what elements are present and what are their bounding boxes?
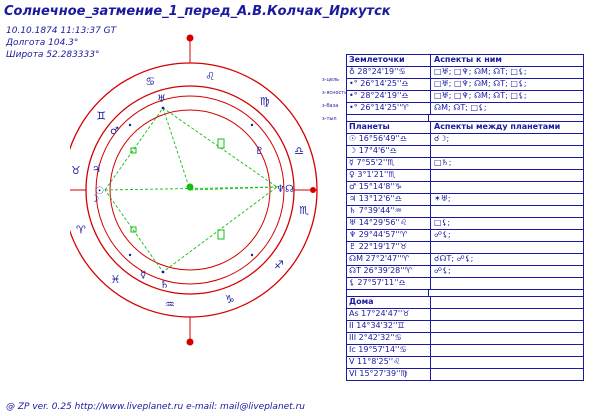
astro-wheel xyxy=(70,30,320,360)
planet-aspects: □♄; xyxy=(434,158,452,167)
planet-position: ♇ 22°19'17''♉ xyxy=(347,242,431,253)
house-row xyxy=(347,321,583,333)
point-aspects: □♅; □♆; ☊M; ☊T; □⚸; xyxy=(434,79,527,88)
planet-row xyxy=(347,194,583,206)
point-aspects: □♅; □♆; ☊M; ☊T; □⚸; xyxy=(434,91,527,100)
planet-position: ♄ 7°39'44''♒ xyxy=(347,206,431,217)
house-row xyxy=(347,333,583,345)
planet-position: ♅ 14°29'56''♌ xyxy=(347,218,431,229)
point-labels xyxy=(322,74,347,126)
planet-position: ♆ 29°44'57''♈ xyxy=(347,230,431,241)
planet-row xyxy=(347,182,583,194)
neptune-glyph: ♆ xyxy=(276,184,285,195)
planet-row xyxy=(347,158,583,170)
planet-position: ♂ 15°14'8''♑ xyxy=(347,182,431,193)
zodiac-sign-2: ♊ xyxy=(96,109,107,123)
sun-glyph: ☉ xyxy=(95,186,104,197)
planet-aspects: ☌☊T; ☍⚸; xyxy=(434,254,474,263)
mars-glyph: ♂ xyxy=(110,126,119,137)
table-header-houses xyxy=(347,297,583,309)
house-aspects xyxy=(431,357,583,368)
point-row xyxy=(347,79,583,91)
planet-aspects: ☍⚸; xyxy=(434,266,451,275)
zodiac-sign-10: ♒ xyxy=(164,298,175,312)
zodiac-sign-8: ♐ xyxy=(273,258,284,272)
datetime-text: 10.10.1874 11:13:37 GT xyxy=(6,26,117,36)
point-aspects: ☊M; ☊T; □⚸; xyxy=(434,103,487,112)
planet-aspects xyxy=(431,146,583,157)
planet-aspects xyxy=(431,206,583,217)
table-header-planets xyxy=(347,122,583,134)
zodiac-sign-3: ♋ xyxy=(145,74,156,88)
point-label-clarity: з-ясность xyxy=(322,90,348,96)
house-position: Ic 19°57'14''♋ xyxy=(347,345,431,356)
planet-row xyxy=(347,230,583,242)
planet-position: ⚸ 27°57'11''♎ xyxy=(347,278,431,289)
house-row xyxy=(347,345,583,357)
planet-glyphs xyxy=(90,94,294,291)
planet-aspects: ☌☽; xyxy=(434,134,450,143)
header-points-label: Землеточки xyxy=(347,55,431,66)
point-row xyxy=(347,67,583,79)
zodiac-sign-9: ♑ xyxy=(224,293,235,307)
house-position: VI 15°27'39''♍ xyxy=(347,369,431,380)
planet-row xyxy=(347,242,583,254)
planet-row xyxy=(347,218,583,230)
planet-position: ☽ 17°4'6''♎ xyxy=(347,146,431,157)
zodiac-sign-1: ♉ xyxy=(70,163,81,177)
header-points-aspects: Аспекты к ним xyxy=(434,55,502,64)
planet-row xyxy=(347,266,583,278)
planet-row xyxy=(347,146,583,158)
zodiac-sign-4: ♌ xyxy=(205,69,216,83)
planet-row xyxy=(347,254,583,266)
planet-aspects xyxy=(431,242,583,253)
planet-row xyxy=(347,134,583,146)
house-aspects xyxy=(431,321,583,332)
longitude-text: Долгота 104.3° xyxy=(6,38,79,48)
point-position: •° 28°24'19''♎ xyxy=(347,91,431,102)
zodiac-sign-5: ♍ xyxy=(259,95,270,109)
header-planets-aspects: Аспекты между планетами xyxy=(434,122,561,131)
point-position: ♁ 28°24'19''♋ xyxy=(347,67,431,78)
planet-aspects xyxy=(431,182,583,193)
planet-aspects: ✶♅; xyxy=(434,194,451,203)
aspects-table xyxy=(346,54,584,381)
house-position: As 17°24'47''♉ xyxy=(347,309,431,320)
planet-row xyxy=(347,206,583,218)
footer-text: @ ZP ver. 0.25 http://www.liveplanet.ru e-mail: mail@liveplanet.ru xyxy=(6,402,305,412)
point-label-rear: з-тыл xyxy=(322,116,337,122)
planet-position: ☊T 26°39'28''♈ xyxy=(347,266,431,277)
planet-row xyxy=(347,278,583,290)
planet-aspects: ☍⚸; xyxy=(434,230,451,239)
house-position: V 11°8'25''♌ xyxy=(347,357,431,368)
node-glyph: ☊ xyxy=(285,184,294,195)
jupiter-glyph: ♃ xyxy=(92,164,101,175)
planet-position: ☿ 7°55'2''♏ xyxy=(347,158,431,169)
zodiac-sign-6: ♎ xyxy=(294,144,304,158)
chart-title: Солнечное_затмение_1_перед_А.В.Колчак_Иркутск xyxy=(4,4,391,19)
point-position: •° 26°14'25''♈ xyxy=(347,103,431,114)
point-aspects: □♅; □♆; ☊M; ☊T; □⚸; xyxy=(434,67,527,76)
house-aspects xyxy=(431,309,583,320)
zodiac-sign-0: ♈ xyxy=(76,223,86,237)
house-row xyxy=(347,309,583,321)
spacer-row xyxy=(347,290,583,297)
house-position: II 14°34'32''♊ xyxy=(347,321,431,332)
header-houses-label: Дома xyxy=(347,297,431,308)
mercury-glyph: ☿ xyxy=(140,270,147,281)
zodiac-sign-7: ♏ xyxy=(299,204,310,218)
house-aspects xyxy=(431,345,583,356)
header-planets-label: Планеты xyxy=(347,122,431,133)
zodiac-sign-11: ♓ xyxy=(110,272,121,286)
pluto-glyph: ♇ xyxy=(255,146,264,157)
house-position: III 2°42'32''♋ xyxy=(347,333,431,344)
point-row xyxy=(347,91,583,103)
house-row xyxy=(347,369,583,381)
planet-position: ♃ 13°12'6''♎ xyxy=(347,194,431,205)
latitude-text: Широта 52.283333° xyxy=(6,50,100,60)
house-aspects xyxy=(431,333,583,344)
planet-aspects xyxy=(431,170,583,181)
planet-position: ☉ 16°56'49''♎ xyxy=(347,134,431,145)
moon-glyph: ☽ xyxy=(90,194,99,205)
planet-aspects xyxy=(431,278,583,289)
planet-aspects: □⚸; xyxy=(434,218,451,227)
point-row xyxy=(347,103,583,115)
house-row xyxy=(347,357,583,369)
point-position: •° 26°14'25''♎ xyxy=(347,79,431,90)
planet-position: ☊M 27°2'47''♈ xyxy=(347,254,431,265)
uranus-glyph: ♅ xyxy=(157,94,166,105)
planet-position: ♀ 3°1'21''♏ xyxy=(347,170,431,181)
zodiac-ring xyxy=(71,70,309,311)
point-label-target: з-цель xyxy=(322,77,340,83)
house-aspects xyxy=(431,369,583,380)
table-header-points xyxy=(347,55,583,67)
planet-row xyxy=(347,170,583,182)
saturn-glyph: ♄ xyxy=(160,280,169,291)
header-houses-extra xyxy=(431,297,583,308)
spacer-row xyxy=(347,115,583,122)
point-label-base: з-база xyxy=(322,103,339,109)
